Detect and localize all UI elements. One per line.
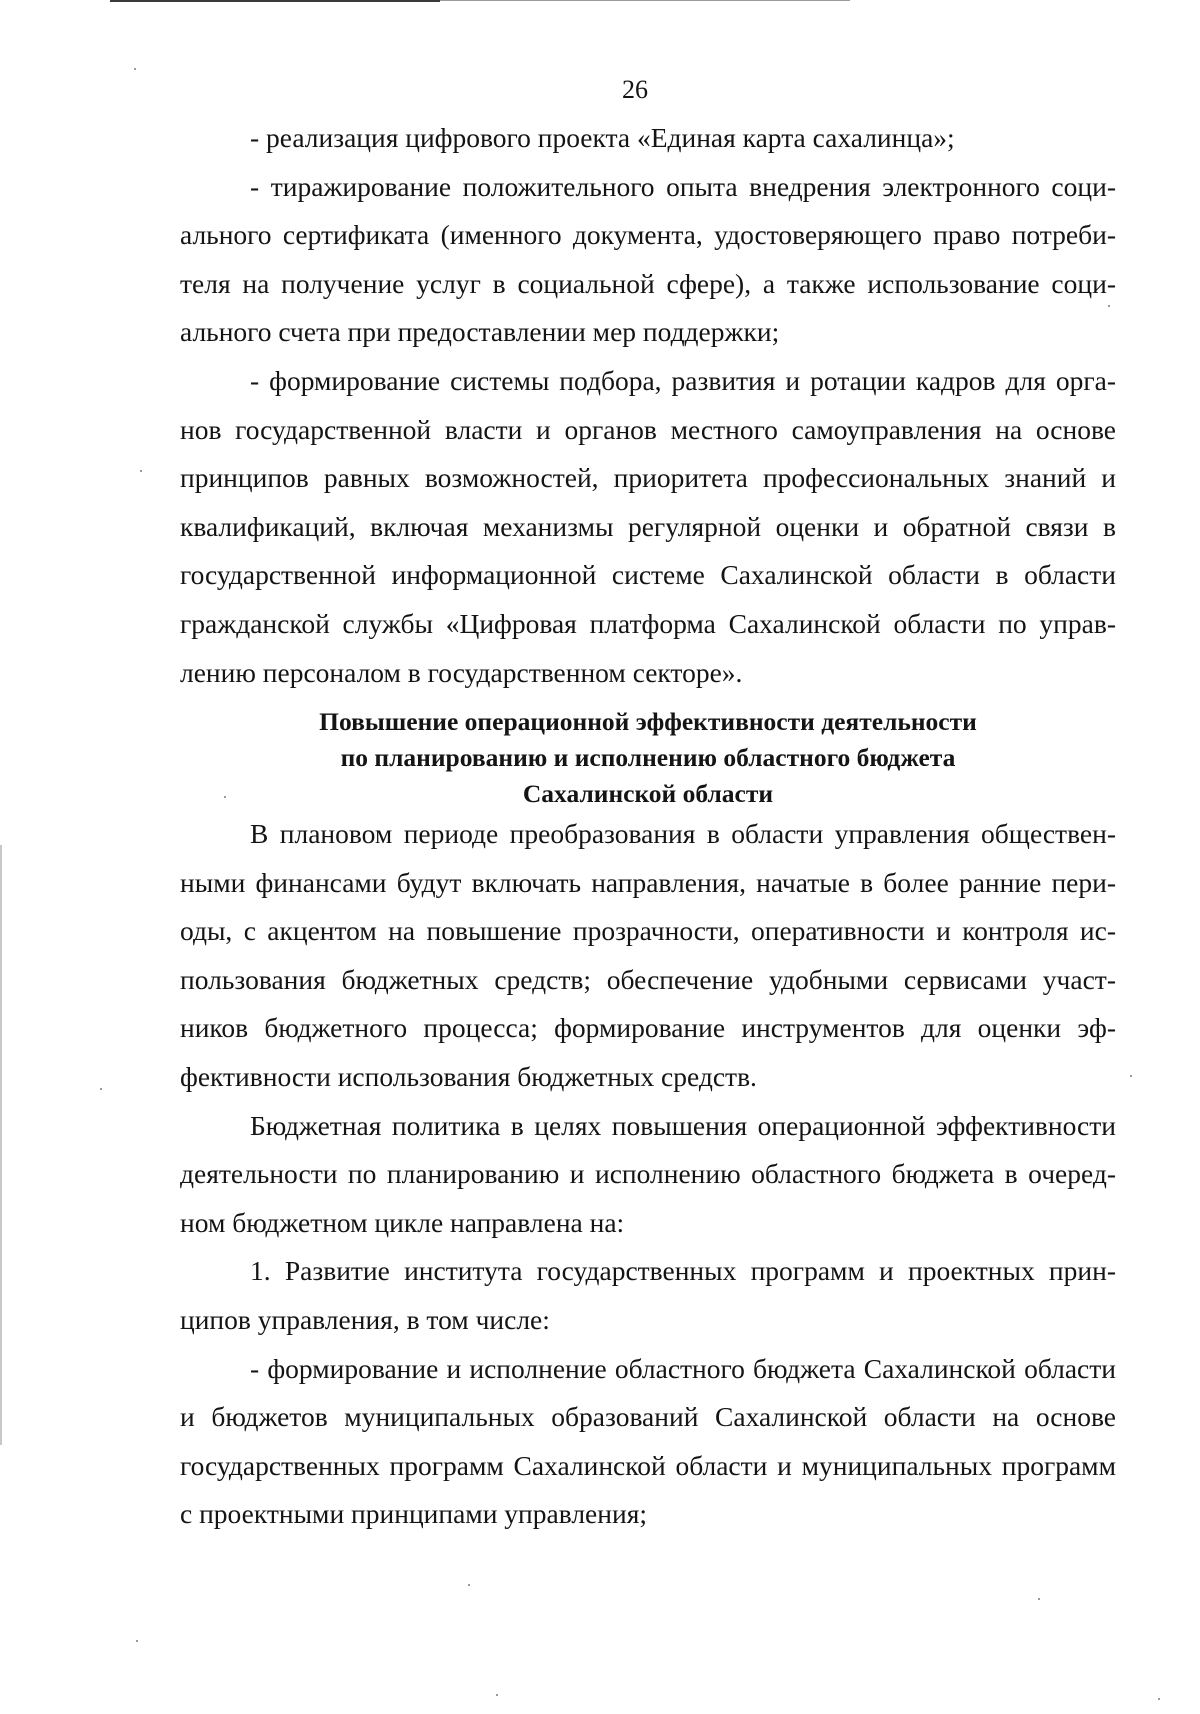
paragraph: - формирование системы подбора, развития и ротации кадров для органов государственной власти и органов местного самоуправления на основе принципов равных возможностей, приоритета профессиональных знаний и квалификаций, включая механизмы регулярной оценки и обратной связи в государственной информационной системе Сахалинской области в области гражданской службы «Цифровая платформа Сахалинской области по управлению персоналом в государственном секторе». [180,364,1116,688]
section-heading-line: Сахалинской области [522,779,774,808]
page-number: 26 [622,75,648,104]
scan-speck [468,1584,470,1586]
paragraph: В плановом периоде преобразования в области управления общественными финансами будут включать направления, начатые в более ранние периоды, с акцентом на повышение прозрачности, оперативности и контроля использования бюджетных средств; обеспечение удобными сервисами участников бюджетного процесса; формирование инструментов для оценки эффективности использования бюджетных средств. [180,818,1116,1092]
scan-border-top-faint [440,0,850,1]
scan-border-left [0,845,2,1445]
section-heading-line: по планированию и исполнению областного бюджета [340,743,956,772]
body-text-bottom [180,810,1116,1539]
paragraph: - реализация цифрового проекта «Единая карта сахалинца»; [250,122,955,153]
body-text-top [180,114,1116,697]
scan-speck [1158,1698,1160,1700]
paragraph: - формирование и исполнение областного бюджета Сахалинской области и бюджетов муниципальных образований Сахалинской области на основе государственных программ Сахалинской области и муниципальных программ с проектными принципами управления; [180,1352,1116,1530]
scan-speck [134,68,136,70]
paragraph: - тиражирование положительного опыта внедрения электронного социального сертификата (именного документа, удостоверяющего право потребителя на получение услуг в социальной сфере), а также использование социального счета при предоставлении мер поддержки; [180,170,1116,348]
scan-border-top [110,0,440,2]
scan-speck [1130,1075,1132,1077]
scan-speck [136,1640,138,1642]
section-heading-line: Повышение операционной эффективности деятельности [319,707,977,736]
scan-speck [1038,1598,1040,1600]
section-heading [180,704,1116,812]
paragraph: 1. Развитие института государственных программ и проектных принципов управления, в том числе: [180,1255,1116,1335]
scan-speck [100,1088,102,1090]
paragraph: Бюджетная политика в целях повышения операционной эффективности деятельности по планированию и исполнению областного бюджета в очередном бюджетном цикле направлена на: [180,1109,1116,1238]
scan-speck [496,1694,498,1696]
scan-speck [140,470,142,472]
